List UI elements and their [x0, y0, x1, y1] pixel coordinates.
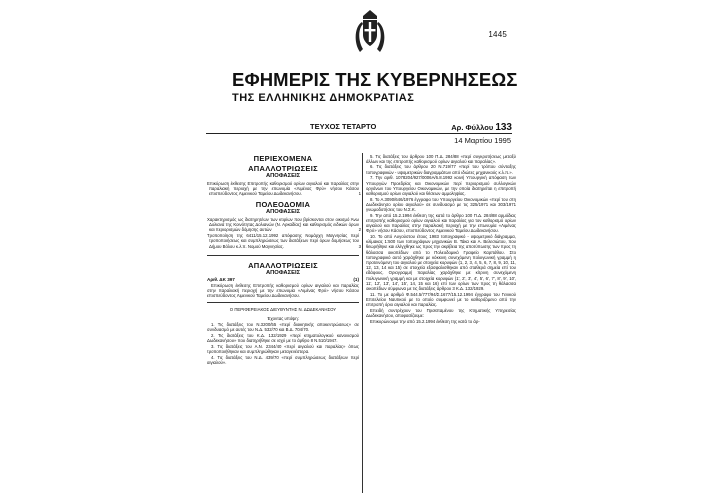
consideration-paragraph: Επικυρώνουμε την από 15.2.1994 έκθεση της κατά το άρ-: [370, 318, 480, 324]
summary-rule: [207, 302, 359, 303]
page-number: 1445: [488, 30, 507, 39]
decision-ref-number: Αριθ. ΔΚ 397: [207, 276, 235, 282]
consideration-paragraph: 7. Την αριθ. 1078204/927/0006Α/6.8.1992 κοινή Υπουργική απόφαση των Υπουργών Προεδρίας και Οικονομικών περί περιορισμού συλλογικών οργάνων του Υπουργείου Οικονομικών, με την οποία διατηρείται η επιτροπή καθορισμού ορίων αιγιαλού και θέσεων αμμοληψίας.: [366, 175, 516, 196]
header-rule: [206, 133, 512, 134]
issue-volume: ΤΕΥΧΟΣ ΤΕΤΑΡΤΟ: [310, 122, 377, 131]
contents-entry: [207, 217, 359, 233]
decision-ref-index: (1): [353, 276, 359, 282]
decision-reference: [207, 277, 359, 282]
consideration-paragraph: 11. Το με αριθμό Φ.544.5/777/94/Σ.1677/15.12.1994 έγγραφο του Γενικού Επιτελείου Ναυτικού με το οποίο συμφωνεί με το καθοριζόμενο από την επιτροπή όριο αιγιαλού και παραλίας.: [366, 291, 516, 308]
decision-summary: Επικύρωση έκθεσης Επιτροπής καθορισμού ορίων αιγιαλού και παραλίας στην παραλιακή περιοχή με την επωνυμία «Λιμένας Φρύ» νήσου Κάσου επισπεύδοντος Λιμενικού Ταμείου Δωδεκανήσου.: [207, 282, 359, 298]
contents-entry: [207, 233, 359, 249]
decision-authority: Ο ΠΕΡΙΦΕΡΕΙΑΚΟΣ ΔΙΕΥΘΥΝΤΗΣ Ν. ΔΩΔΕΚΑΝΗΣΟΥ: [229, 307, 337, 313]
consideration-paragraph: 8. Το Α.3090/646/1976 έγγραφο του Υπουργείου Οικονομικών «περί του στη Δωδεκάνησο ορίου αιγιαλού» σε συνδυασμό με τις 325/1971 και 303/1971 γνωμοδοτήσεις του Ν.Σ.Κ.: [366, 196, 516, 213]
consideration-paragraph: 2. Τις διατάξεις του Κ.Δ. 132/1929 «περί κτηματολογικού κανονισμού Δωδεκανήσου» που διατηρήθηκε σε ισχύ με το άρθρο 8 Ν.510/1947.: [207, 332, 359, 344]
issue-date: 14 Μαρτίου 1995: [454, 136, 511, 145]
section-rule: [207, 255, 359, 256]
gazette-subtitle: ΤΗΣ ΕΛΛΗΝΙΚΗΣ ΔΗΜΟΚΡΑΤΙΑΣ: [232, 92, 415, 104]
coat-of-arms-emblem: [354, 8, 386, 52]
consideration-paragraph: 3. Τις διατάξεις του Α.Ν. 2344/40 «περί αιγιαλού και παραλίας» όπως τροποποιήθηκαν και συμπληρώθηκαν μεταγενέστερα.: [207, 343, 359, 355]
contents-sub-decisions: ΑΠΟΦΑΣΕΙΣ: [265, 208, 301, 215]
consideration-paragraph: 5. Τις διατάξεις του άρθρου 100 Π.Δ. 284/88 «περί συγκροτήσεως μεταξύ άλλων και της επιτροπής καθορισμού ορίων αιγιαλού και παραλίας».: [366, 153, 516, 164]
sheet-number: 133: [495, 122, 512, 133]
consideration-paragraph: 6. Τις διατάξεις του άρθρου 20 Ν.719/77 «περί του τρόπου σύνταξης τοπογραφικών - υψομετρικών διαγραμμάτων από ιδιώτες μηχανικούς κ.λ.π.».: [366, 164, 516, 175]
consideration-paragraph: Επειδή συντρέχουν του Προϊσταμένου της Κτηματικής Υπηρεσίας Δωδεκανήσου, αποφασίζουμε:: [366, 307, 516, 319]
sheet-number-label: [451, 122, 512, 133]
contents-section-urban-planning: ΠΟΛΕΟΔΟΜΙΑ: [255, 199, 311, 209]
masthead: [232, 69, 518, 104]
column-divider: [362, 153, 363, 493]
contents-entry-text: Επικύρωση έκθεσης Επιτροπής καθορισμού ορίων αιγιαλού και παραλίας στην παραλιακή περιοχή με την επωνυμία «Λιμένας Φρύ» νήσου Κάσου επισπεύδοντος Λιμενικού Ταμείου Δωδεκανήσου.: [207, 181, 359, 197]
consideration-paragraph: 10. Το από Αυγούστου έτους 1983 τοπογραφικό - υψομετρικό διάγραμμα, κλίμακας 1:500 των τοπογράφων μηχανικών Β. Τάκα και Α. Βελεσιώτου, που θεωρήθηκε και ελέγχθηκε ως προς την ακρίβεια της αποτύπωσης των προς τη θάλασσα οικοπέδων από το Πολεοδομικό Γραφείο Καρπάθου. Στο τοπογραφικό αυτό χαράχθηκε με κόκκινη συνεχόμενη πολυγωνική γραμμή η προτεινόμενη του αιγιαλού με στοιχεία κορυφών (1, 2, 3, 4, 5, 6, 7, 8, 9, 10, 11, 12, 13, 14 και 15) σε στοιχεία εξασφαλισθηκαν από σταθερά σημεία επί του εδάφους. Οριογραμμή παραλίας χαράχθηκε με κίτρινη συνεχόμενη πολυγωνική γραμμή και με στοιχεία κορυφών (1', 2', 3', 4', 5', 6', 7', 8', 9', 10', 11', 12', 13', 14', 15', 14, 15 και 16) επί των ορίων των προς τη θάλασσα οικοπέδων σύμφωνα με τις διατάξεις άρθρου 3 Κ.Δ. 132/1929.: [366, 234, 516, 292]
contents-heading: ΠΕΡΙΕΧΟΜΕΝΑ: [253, 154, 313, 163]
contents-entry-text: Τροποποίηση της 6411/15.12.1992 απόφασης Νομάρχη Μαγνησίας περί τροποποιήσεως και συμπληρώσεως των διατάξεων περί όρων δομήσεως του Δήμου Βόλου κ.λ.π. Νομού Μαγνησίας.: [207, 233, 359, 249]
right-column: [366, 153, 516, 324]
gazette-title: ΕΦΗΜΕΡΙΣ ΤΗΣ ΚΥΒΕΡΝΗΣΕΩΣ: [232, 69, 518, 90]
decision-sub-heading: ΑΠΟΦΑΣΕΙΣ: [265, 269, 301, 276]
consideration-paragraph: 4. Τις διατάξεις του Ν.Δ. 439/70 «περί συμπληρώσεως διατάξεων περί αιγιαλού».: [207, 354, 359, 365]
consideration-paragraph: 1. Τις διατάξεις του Ν.3200/55 «περί διοικητικής αποκεντρώσεως» σε συνδυασμό με αυτές του Ν.Δ. 532/70 και Β.Δ. 704/70.: [207, 322, 359, 333]
contents-sub-decisions: ΑΠΟΦΑΣΕΙΣ: [265, 173, 301, 179]
sheet-label: Αρ. Φύλλου: [451, 123, 494, 132]
left-column: [207, 153, 359, 365]
contents-entry-text: Χαρακτηρισμός ως διατηρητέων των κτιρίων που βρίσκονται στον οικισμό Άνω Δολιανά της Κοινότητας Δολιανών (Ν. Αρκαδίας) και καθορισμός ειδικών όρων και περιορισμών δόμησης αυτών: [207, 216, 359, 233]
contents-section-expropriations: ΑΠΑΛΛΟΤΡΙΩΣΕΙΣ: [248, 164, 318, 173]
consideration-paragraph: 9. Την από 15.2.1994 έκθεση της κατά το άρθρο 100 Π.Δ. 284/88 αρμόδιας επιτροπής καθορισμού ορίων αιγιαλού και παραλίας για τον καθορισμό ορίων αιγιαλού και παραλίας στην παραλιακή περιοχή με την επωνυμία «Λιμένας Φρύ» νήσου Κάσου, επισπεύδοντος Λιμενικού Ταμείου Δωδεκανήσου.: [366, 212, 516, 234]
decision-section-heading: ΑΠΑΛΛΟΤΡΙΩΣΕΙΣ: [248, 260, 318, 270]
contents-entry: [207, 181, 359, 197]
having-in-view: Έχοντας υπόψη:: [267, 316, 299, 322]
